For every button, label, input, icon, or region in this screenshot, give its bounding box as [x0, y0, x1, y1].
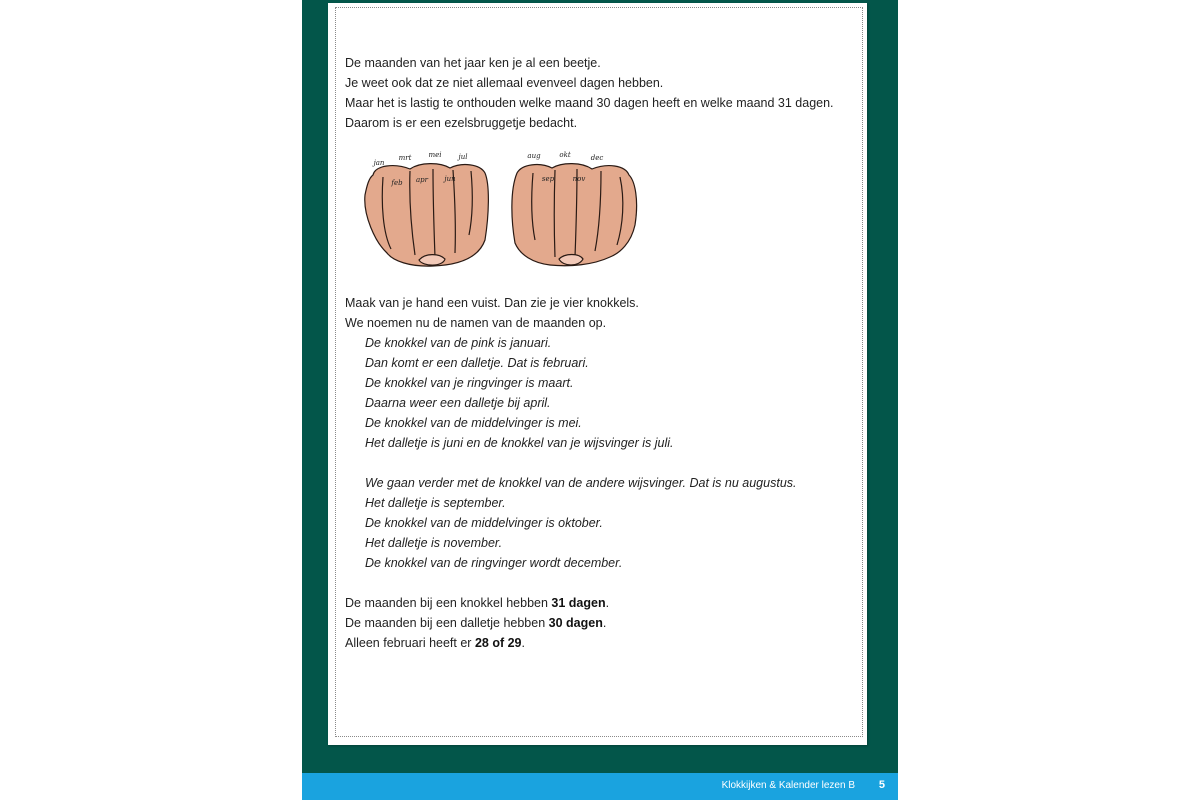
dip-label-sep: sep — [541, 175, 555, 183]
summary-bold-value: 31 dagen — [551, 596, 606, 610]
summary-knuckle-line — [345, 595, 609, 611]
instruction-line-2: We noemen nu de namen van de maanden op. — [345, 316, 607, 330]
summary-text: . — [521, 636, 525, 650]
dip-label-apr: apr — [415, 176, 429, 184]
summary-bold-value: 30 dagen — [548, 616, 603, 630]
step-line: Het dalletje is september. — [365, 496, 506, 510]
summary-text: De maanden bij een knokkel hebben — [345, 596, 552, 610]
page-number: 5 — [878, 779, 885, 791]
instruction-line-1: Maak van je hand een vuist. Dan zie je vier knokkels. — [345, 296, 639, 310]
knuckle-label-mrt: mrt — [398, 154, 412, 162]
summary-dip-line — [345, 615, 606, 631]
knuckle-label-aug: aug — [527, 152, 541, 160]
summary-text: . — [605, 596, 610, 610]
summary-text: De maanden bij een dalletje hebben — [345, 616, 549, 630]
intro-line-2: Je weet ook dat ze niet allemaal evenveel dagen hebben. — [345, 76, 664, 90]
step-line: De knokkel van de middelvinger is mei. — [365, 416, 582, 430]
summary-bold-value: 28 of 29 — [474, 636, 522, 650]
summary-text: Alleen februari heeft er — [345, 636, 475, 650]
step-line: De knokkel van de ringvinger wordt december. — [365, 556, 623, 570]
step-line: Het dalletje is juni en de knokkel van je wijsvinger is juli. — [365, 436, 674, 450]
dip-label-nov: nov — [572, 175, 586, 183]
knuckle-label-dec: dec — [590, 154, 604, 162]
intro-line-1: De maanden van het jaar ken je al een beetje. — [345, 56, 601, 70]
step-line: De knokkel van je ringvinger is maart. — [365, 376, 574, 390]
knuckle-label-okt: okt — [559, 151, 571, 159]
step-line: Het dalletje is november. — [365, 536, 503, 550]
footer-book-title: Klokkijken & Kalender lezen B — [721, 780, 855, 791]
summary-text: . — [602, 616, 607, 630]
step-line: Daarna weer een dalletje bij april. — [365, 396, 551, 410]
step-line: De knokkel van de pink is januari. — [365, 336, 552, 350]
dip-label-feb: feb — [391, 179, 403, 187]
intro-line-4: Daarom is er een ezelsbruggetje bedacht. — [345, 116, 578, 130]
footer-bar — [302, 773, 898, 800]
fists-illustration — [355, 145, 655, 280]
step-line: Dan komt er een dalletje. Dat is februari. — [365, 356, 589, 370]
knuckle-label-mei: mei — [428, 151, 442, 159]
step-line: De knokkel van de middelvinger is oktober. — [365, 516, 603, 530]
step-line: We gaan verder met de knokkel van de andere wijsvinger. Dat is nu augustus. — [365, 476, 797, 490]
intro-line-3: Maar het is lastig te onthouden welke maand 30 dagen heeft en welke maand 31 dagen. — [345, 96, 834, 110]
dip-label-jun: jun — [444, 175, 456, 183]
knuckle-label-jul: jul — [458, 153, 468, 161]
summary-february-line — [345, 635, 525, 651]
knuckle-label-jan: jan — [373, 159, 385, 167]
